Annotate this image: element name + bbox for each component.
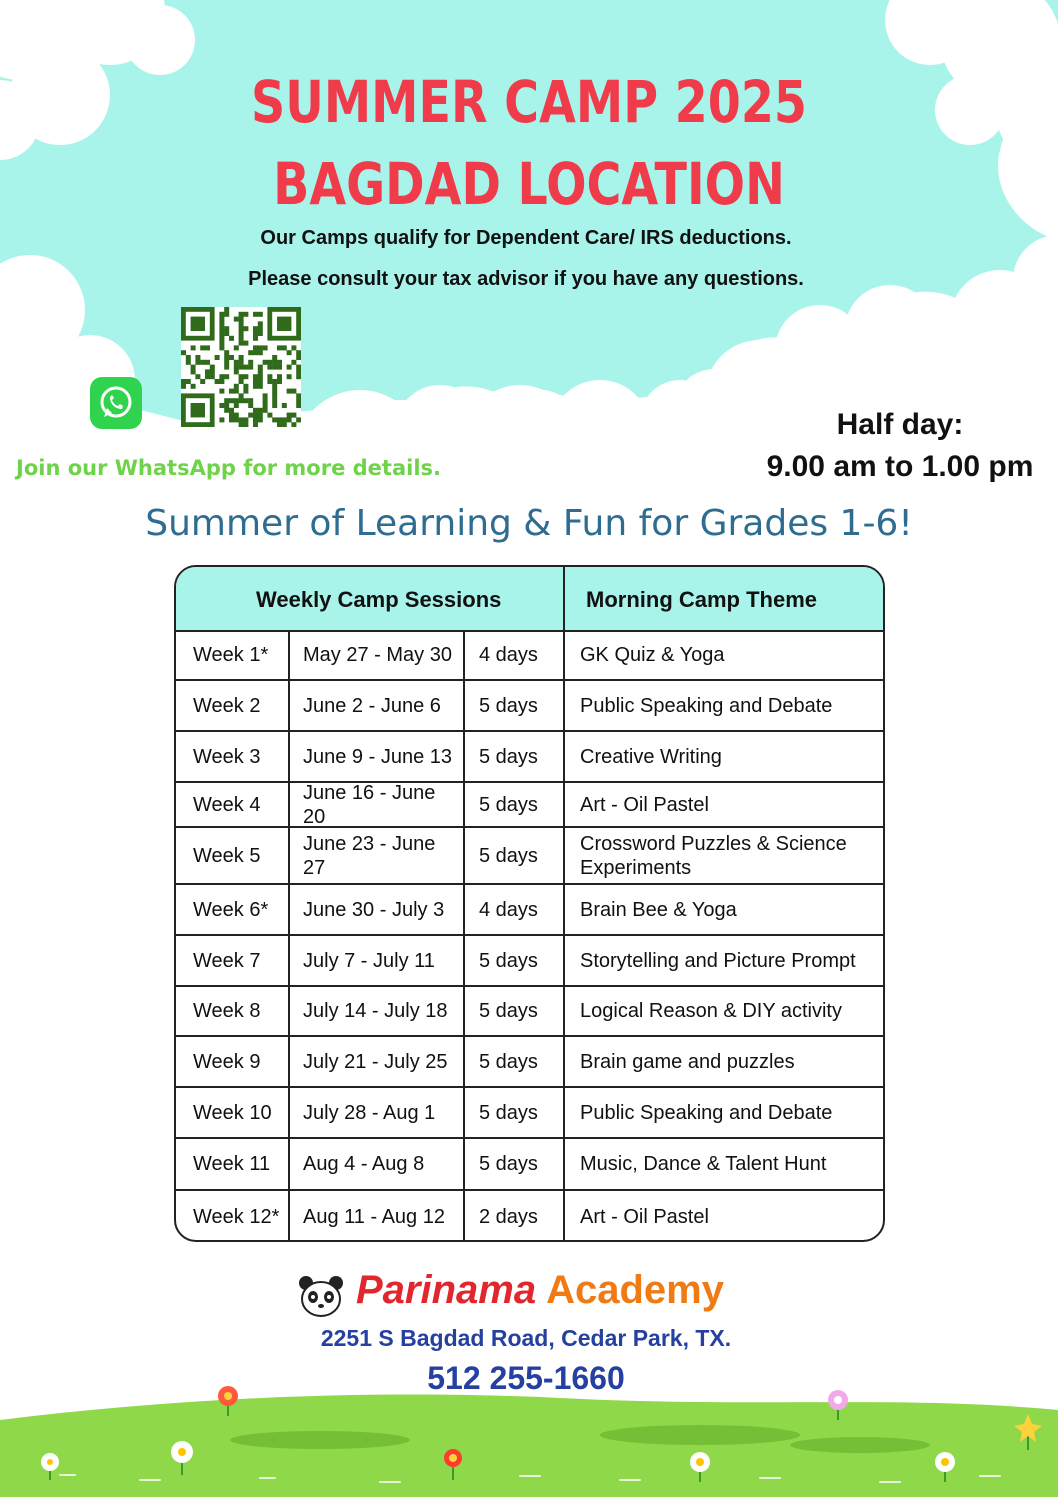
week-cell: Week 9 [193,1050,261,1073]
days-cell: 5 days [479,1000,538,1022]
days-cell: 5 days [479,694,538,717]
dates-cell: June 23 - June 27 [303,832,436,879]
week-cell: Week 3 [193,745,261,768]
tax-note-line1: Our Camps qualify for Dependent Care/ IRS deductions. [260,227,792,249]
whatsapp-icon[interactable] [90,377,142,429]
week-cell: Week 12* [193,1205,280,1228]
days-cell: 4 days [479,898,538,921]
header-weekly-sessions: Weekly Camp Sessions [256,587,502,612]
days-cell: 4 days [479,643,538,666]
theme-cell: Brain game and puzzles [580,1050,795,1073]
table-row [176,987,883,1037]
main-title-line2: BAGDAD LOCATION [273,150,785,218]
dates-cell: Aug 4 - Aug 8 [303,1153,425,1175]
theme-cell: Creative Writing [580,745,722,768]
week-cell: Week 2 [193,694,261,717]
theme-cell: Art - Oil Pastel [580,793,709,816]
address: 2251 S Bagdad Road, Cedar Park, TX. [320,1325,732,1351]
table-row [176,1139,883,1191]
week-cell: Week 1* [193,643,269,666]
table-row [176,1088,883,1139]
week-cell: Week 8 [193,1000,261,1022]
tax-note-line2: Please consult your tax advisor if you have any questions. [248,268,804,290]
panda-icon [296,1272,346,1322]
grass-ground-illustration [0,1380,1058,1497]
camp-sessions-table [174,565,885,1242]
dates-cell: July 21 - July 25 [303,1050,448,1073]
brand-name-part1: Parinama [356,1268,537,1312]
table-row [176,828,883,885]
days-cell: 5 days [479,1050,538,1073]
schedule-label: Half day: [836,408,964,441]
whatsapp-join-text[interactable]: Join our WhatsApp for more details. [16,456,442,480]
theme-cell: Brain Bee & Yoga [580,898,737,921]
dates-cell: May 27 - May 30 [303,643,452,666]
table-row [176,1037,883,1088]
subtitle: Summer of Learning & Fun for Grades 1-6! [145,503,913,544]
theme-cell: Art - Oil Pastel [580,1205,709,1228]
days-cell: 5 days [479,1101,538,1124]
theme-cell: GK Quiz & Yoga [580,643,725,666]
theme-cell: Public Speaking and Debate [580,694,833,717]
days-cell: 5 days [479,1153,538,1175]
header-morning-theme: Morning Camp Theme [586,587,818,612]
table-row [176,783,883,828]
table-row [176,1191,883,1242]
column-divider [563,630,565,1242]
schedule-time: 9.00 am to 1.00 pm [766,450,1034,483]
days-cell: 2 days [479,1205,538,1228]
theme-cell: Public Speaking and Debate [580,1101,833,1124]
theme-cell: Storytelling and Picture Prompt [580,949,856,972]
column-divider [463,630,465,1242]
main-title-line1: SUMMER CAMP 2025 [250,68,808,136]
days-cell: 5 days [479,745,538,768]
dates-cell: June 30 - July 3 [303,898,445,921]
brand-name-part2: Academy [546,1268,724,1312]
qr-code-image[interactable] [181,307,301,427]
days-cell: 5 days [479,949,538,972]
week-cell: Week 10 [193,1101,272,1124]
table-row [176,885,883,936]
days-cell: 5 days [479,793,538,816]
dates-cell: June 9 - June 13 [303,745,452,768]
table-row [176,936,883,987]
brand-name [356,1268,724,1313]
table-row [176,630,883,681]
dates-cell: June 16 - June 20 [303,781,436,828]
header-divider [563,567,565,630]
schedule-hours [740,404,1058,488]
theme-cell: Crossword Puzzles & Science Experiments [580,832,847,879]
days-cell: 5 days [479,844,538,867]
theme-cell: Music, Dance & Talent Hunt [580,1153,827,1175]
week-cell: Week 7 [193,949,261,972]
week-cell: Week 6* [193,898,269,921]
week-cell: Week 5 [193,844,261,867]
dates-cell: July 7 - July 11 [303,949,435,972]
phone-number[interactable]: 512 255-1660 [427,1360,625,1396]
column-divider [288,630,290,1242]
dates-cell: Aug 11 - Aug 12 [303,1205,445,1228]
dates-cell: July 28 - Aug 1 [303,1101,436,1124]
week-cell: Week 4 [193,793,261,816]
theme-cell: Logical Reason & DIY activity [580,1000,842,1022]
table-row [176,732,883,783]
week-cell: Week 11 [193,1153,271,1175]
table-header [176,567,883,632]
dates-cell: June 2 - June 6 [303,694,441,717]
table-row [176,681,883,732]
dates-cell: July 14 - July 18 [303,1000,448,1022]
